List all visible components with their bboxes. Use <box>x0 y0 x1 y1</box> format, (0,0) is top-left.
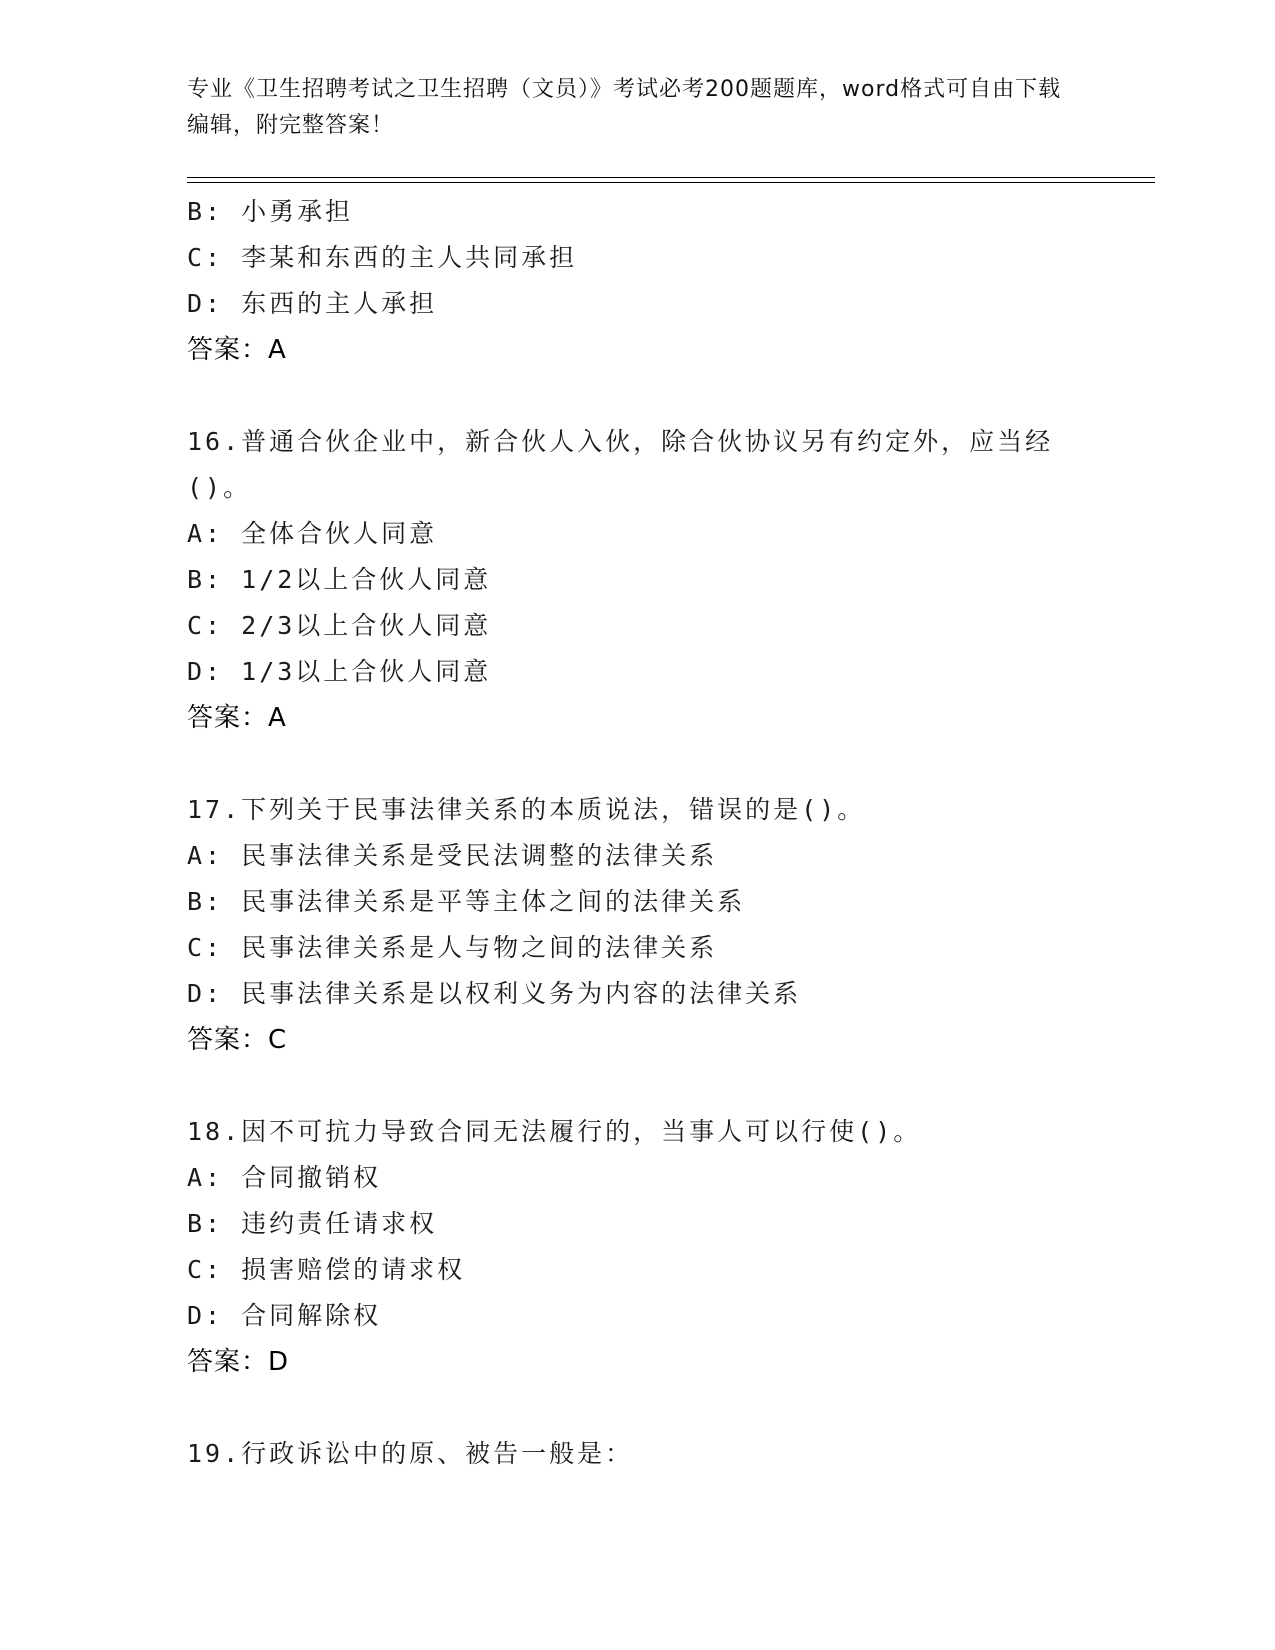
answer: 答案：A <box>187 335 287 365</box>
option-b: B: 民事法律关系是平等主体之间的法律关系 <box>187 887 746 916</box>
option-b: B: 小勇承担 <box>187 197 354 226</box>
document-header: 专业《卫生招聘考试之卫生招聘（文员）》考试必考200题题库，word格式可自由下载编辑，附完整答案！ <box>187 77 1062 138</box>
header-rule-bottom <box>187 182 1155 183</box>
option-c: C: 李某和东西的主人共同承担 <box>187 243 578 272</box>
question-stem: 19.行政诉讼中的原、被告一般是： <box>187 1439 634 1468</box>
question-17 <box>187 787 1087 1063</box>
option-a: A: 全体合伙人同意 <box>187 519 438 548</box>
option-b: B: 1/2以上合伙人同意 <box>187 565 492 594</box>
answer: 答案：C <box>187 1025 288 1055</box>
question-18 <box>187 1109 1087 1385</box>
option-b: B: 违约责任请求权 <box>187 1209 438 1238</box>
question-list <box>187 189 1087 1477</box>
option-c: C: 民事法律关系是人与物之间的法律关系 <box>187 933 718 962</box>
option-d: D: 东西的主人承担 <box>187 289 438 318</box>
answer: 答案：D <box>187 1347 290 1377</box>
question-stem: 18.因不可抗力导致合同无法履行的，当事人可以行使()。 <box>187 1117 922 1146</box>
option-c: C: 损害赔偿的请求权 <box>187 1255 466 1284</box>
question-stem: 16.普通合伙企业中，新合伙人入伙，除合伙协议另有约定外，应当经()。 <box>187 427 1054 502</box>
question-16 <box>187 419 1087 741</box>
option-a: A: 合同撤销权 <box>187 1163 382 1192</box>
header-rule-top <box>187 177 1155 178</box>
answer: 答案：A <box>187 703 287 733</box>
option-a: A: 民事法律关系是受民法调整的法律关系 <box>187 841 718 870</box>
question-15 <box>187 189 1087 373</box>
question-stem: 17.下列关于民事法律关系的本质说法，错误的是()。 <box>187 795 866 824</box>
option-c: C: 2/3以上合伙人同意 <box>187 611 492 640</box>
option-d: D: 1/3以上合伙人同意 <box>187 657 492 686</box>
option-d: D: 合同解除权 <box>187 1301 382 1330</box>
option-d: D: 民事法律关系是以权利义务为内容的法律关系 <box>187 979 802 1008</box>
question-19 <box>187 1431 1087 1477</box>
